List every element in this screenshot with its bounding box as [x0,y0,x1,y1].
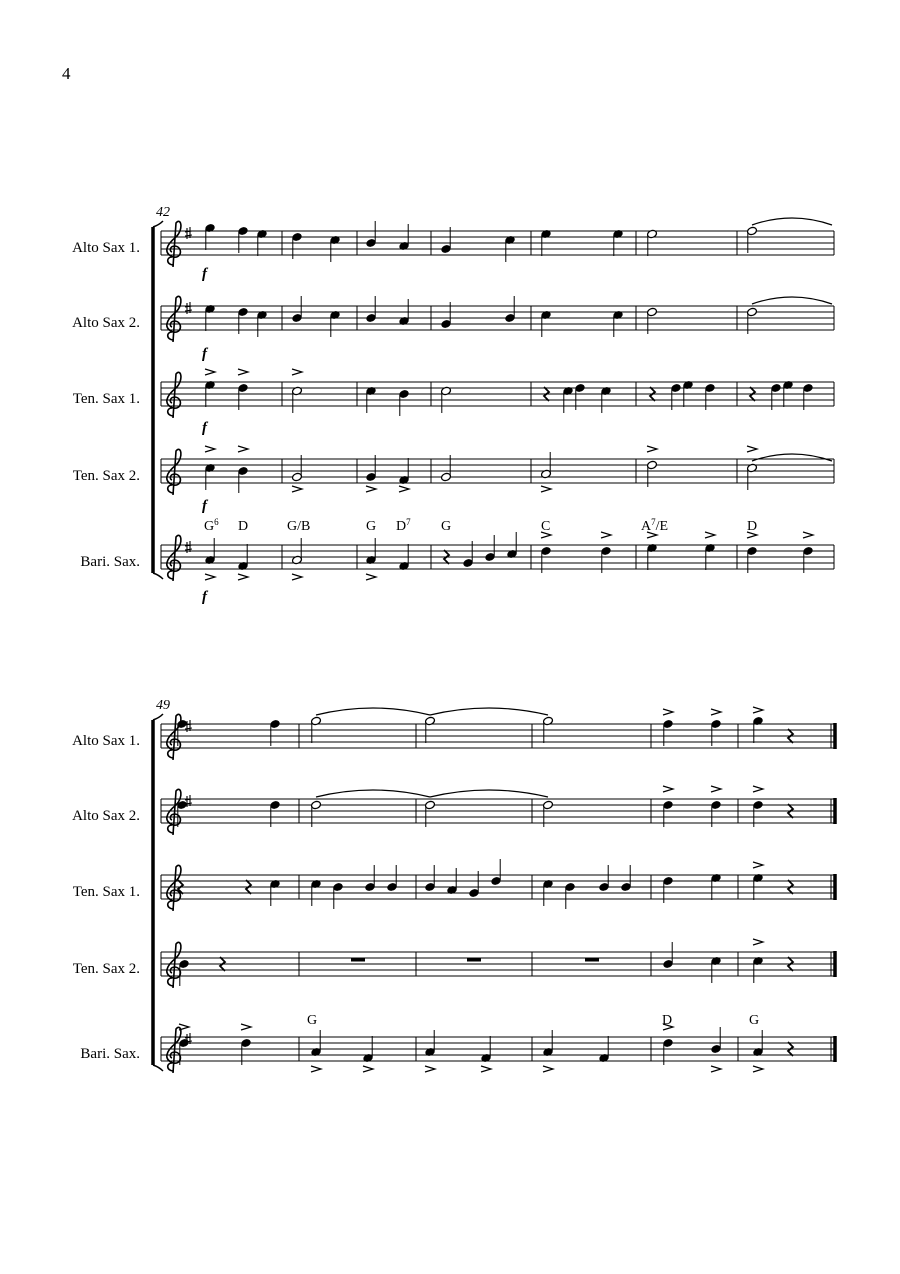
accent-mark [753,707,763,713]
accent-mark [363,1066,373,1072]
accent-mark [311,1066,321,1072]
accent-mark [179,1024,189,1030]
accent-mark [366,574,376,580]
instrument-label-bari-sax: Bari. Sax. [80,1046,140,1062]
accent-mark [205,574,215,580]
accent-mark [292,486,302,492]
treble-clef-icon [167,789,181,835]
chord-symbol: G [749,1013,760,1028]
chord-symbol: $D^7$ [396,517,411,534]
treble-clef-icon [167,296,181,342]
chord-symbol: D [747,519,758,534]
instrument-label-alto-sax-1: Alto Sax 1. [72,733,140,749]
chord-symbol: $A^7/E$ [641,517,669,534]
instrument-label-tenor-sax-2: Ten. Sax 2. [72,961,140,977]
accent-mark [753,1066,763,1072]
tie-arc [316,708,430,715]
chord-symbol: C [541,519,551,534]
accent-mark [753,862,763,868]
treble-clef-icon [167,1027,181,1073]
accent-mark [711,1066,721,1072]
accent-mark [753,939,763,945]
accent-mark [803,532,813,538]
chord-symbol: D [238,519,249,534]
accent-mark [753,786,763,792]
treble-clef-icon [167,714,181,760]
accent-mark [238,574,248,580]
instrument-label-alto-sax-1: Alto Sax 1. [72,240,140,256]
accent-mark [399,486,409,492]
accent-mark [205,446,215,452]
tie-arc [430,790,548,797]
instrument-label-tenor-sax-2: Ten. Sax 2. [72,468,140,484]
chord-symbol: G [441,519,452,534]
instrument-label-alto-sax-2: Alto Sax 2. [72,315,140,331]
chord-symbol: D [662,1013,673,1028]
tie-arc [752,454,832,461]
treble-clef-icon [167,942,181,988]
dynamic-forte: f [202,420,207,436]
accent-mark [541,486,551,492]
measure-number: 49 [156,698,170,713]
treble-clef-icon [167,372,181,418]
dynamic-forte: f [202,346,207,362]
instrument-label-alto-sax-2: Alto Sax 2. [72,808,140,824]
tie-arc [430,708,548,715]
whole-rest [585,958,599,962]
instrument-label-tenor-sax-1: Ten. Sax 1. [72,884,140,900]
accent-mark [238,369,248,375]
accent-mark [663,709,673,715]
accent-mark [747,446,757,452]
accent-mark [601,532,611,538]
dynamic-forte: f [202,498,207,514]
whole-rest [351,958,365,962]
accent-mark [711,709,721,715]
dynamic-forte: f [202,589,207,605]
accent-mark [711,786,721,792]
accent-mark [292,574,302,580]
chord-symbol: G [307,1013,318,1028]
chord-symbol: G [366,519,377,534]
treble-clef-icon [167,449,181,495]
accent-mark [647,446,657,452]
accent-mark [481,1066,491,1072]
accent-mark [366,486,376,492]
accent-mark [205,369,215,375]
accent-mark [543,1066,553,1072]
tie-arc [752,218,832,225]
chord-symbol: G/B [287,519,311,534]
instrument-label-tenor-sax-1: Ten. Sax 1. [72,391,140,407]
treble-clef-icon [167,221,181,267]
accent-mark [238,446,248,452]
chord-symbol: $G^6$ [204,517,219,534]
instrument-label-bari-sax: Bari. Sax. [80,554,140,570]
treble-clef-icon [167,535,181,581]
whole-rest [467,958,481,962]
tie-arc [316,790,430,797]
accent-mark [292,369,302,375]
accent-mark [663,786,673,792]
measure-number: 42 [156,205,170,220]
accent-mark [241,1024,251,1030]
accent-mark [705,532,715,538]
dynamic-forte: f [202,266,207,282]
accent-mark [425,1066,435,1072]
tie-arc [752,297,832,304]
page-number: 4 [62,64,71,83]
